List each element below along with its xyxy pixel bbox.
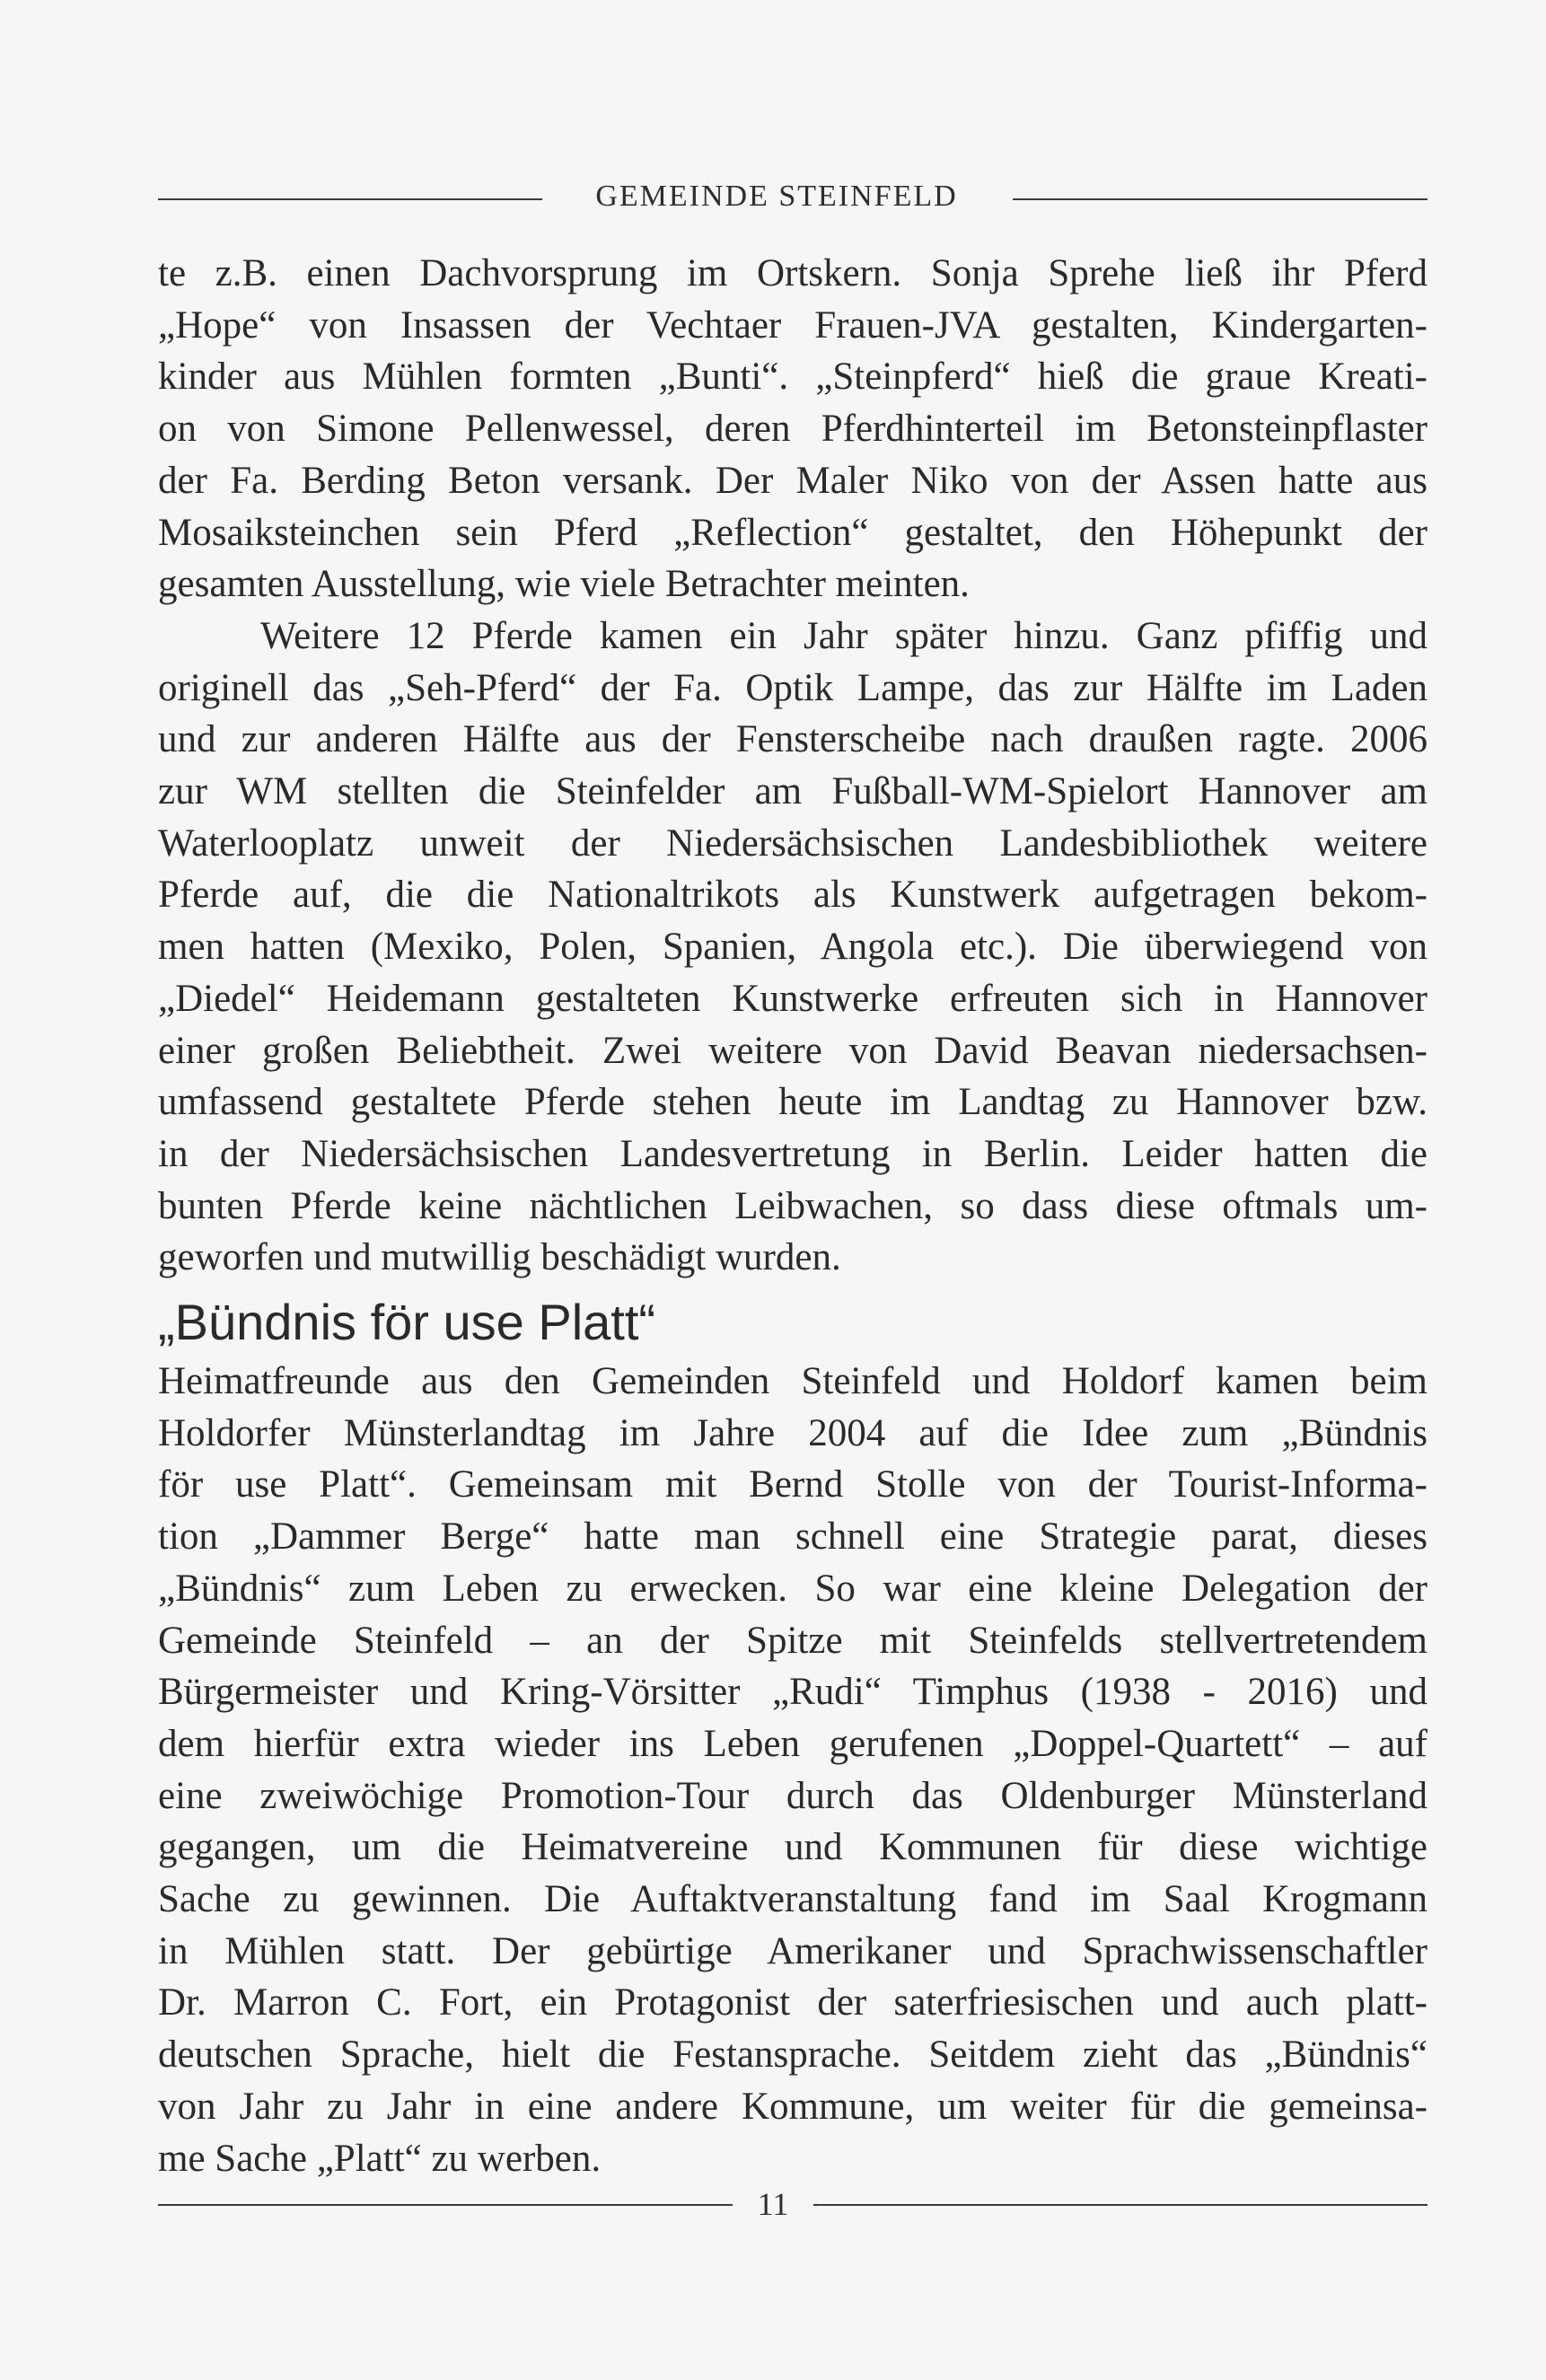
text-line: in der Niedersächsischen Landesvertretung in Berlin. Leider hatten die [158,1132,1427,1175]
text-line: Sache zu gewinnen. Die Auftaktveranstaltung fand im Saal Krogmann [158,1878,1427,1921]
text-line: tion „Dammer Berge“ hatte man schnell eine Strategie parat, dieses [158,1515,1427,1559]
text-line: on von Simone Pellenwessel, deren Pferdhinterteil im Betonsteinpflaster [158,408,1427,451]
text-line: dem hierfür extra wieder ins Leben gerufenen „Doppel-Quartett“ – auf [158,1722,1427,1765]
text-line: Mosaiksteinchen sein Pferd „Reflection“ gestaltet, den Höhepunkt der [158,511,1427,554]
paragraph [158,610,1427,1284]
header-rule-left [158,198,542,200]
text-line: der Fa. Berding Beton versank. Der Maler Niko von der Assen hatte aus [158,459,1427,502]
text-line: gegangen, um die Heimatvereine und Kommunen für diese wichtige [158,1826,1427,1869]
text-line: Weitere 12 Pferde kamen ein Jahr später hinzu. Ganz pfiffig und [260,614,1427,657]
text-line: men hatten (Mexiko, Polen, Spanien, Angola etc.). Die überwiegend von [158,926,1427,969]
text-line: Bürgermeister und Kring-Vörsitter „Rudi“ Timphus (1938 - 2016) und [158,1671,1427,1714]
footer-rule-right [813,2204,1427,2206]
text-line: eine zweiwöchige Promotion-Tour durch das Oldenburger Münsterland [158,1774,1427,1817]
header-rule-right [1013,198,1427,200]
section-body-text [158,1356,1427,2184]
text-line: originell das „Seh-Pferd“ der Fa. Optik Lampe, das zur Hälfte im Laden [158,666,1427,709]
footer-rule-left [158,2204,733,2206]
text-line: Dr. Marron C. Fort, ein Protagonist der saterfriesischen und auch platt- [158,1981,1427,2024]
text-line: umfassend gestaltete Pferde stehen heute im Landtag zu Hannover bzw. [158,1081,1427,1124]
text-line: Gemeinde Steinfeld – an der Spitze mit Steinfelds stellvertretendem [158,1619,1427,1662]
text-line: zur WM stellten die Steinfelder am Fußball-WM-Spielort Hannover am [158,770,1427,813]
text-line: von Jahr zu Jahr in eine andere Kommune, um weiter für die gemeinsa- [158,2085,1427,2128]
text-line: Pferde auf, die die Nationaltrikots als Kunstwerk aufgetragen bekom- [158,874,1427,917]
text-line: „Hope“ von Insassen der Vechtaer Frauen-JVA gestalten, Kindergarten- [158,303,1427,347]
running-header: GEMEINDE STEINFELD [595,180,958,213]
text-line: bunten Pferde keine nächtlichen Leibwachen, so dass diese oftmals um- [158,1184,1427,1227]
section-heading: „Bündnis för use Platt“ [158,1294,656,1350]
text-line: Waterlooplatz unweit der Niedersächsischen Landesbibliothek weitere [158,821,1427,865]
text-line: te z.B. einen Dachvorsprung im Ortskern. Sonja Sprehe ließ ihr Pferd [158,252,1427,294]
text-line: me Sache „Platt“ zu werben. [158,2137,602,2180]
text-line: för use Platt“. Gemeinsam mit Bernd Stolle von der Tourist-Informa- [158,1463,1427,1506]
text-line: deutschen Sprache, hielt die Festansprache. Seitdem zieht das „Bündnis“ [158,2033,1427,2077]
text-line: geworfen und mutwillig beschädigt wurden. [158,1236,841,1279]
text-line: Heimatfreunde aus den Gemeinden Steinfeld und Holdorf kamen beim [158,1360,1427,1402]
text-line: und zur anderen Hälfte aus der Fensterscheibe nach draußen ragte. 2006 [158,718,1427,761]
page-number: 11 [757,2186,789,2222]
text-line: Holdorfer Münsterlandtag im Jahre 2004 auf die Idee zum „Bündnis [158,1411,1427,1454]
text-line: „Diedel“ Heidemann gestalteten Kunstwerke erfreuten sich in Hannover [158,977,1427,1020]
text-line: gesamten Ausstellung, wie viele Betrachter meinten. [158,563,970,606]
text-line: in Mühlen statt. Der gebürtige Amerikaner und Sprachwissenschaftler [158,1929,1427,1972]
text-line: „Bündnis“ zum Leben zu erwecken. So war eine kleine Delegation der [158,1567,1427,1610]
text-line: einer großen Beliebtheit. Zwei weitere von David Beavan niedersachsen- [158,1029,1427,1072]
body-text [158,248,1427,1284]
paragraph [158,248,1427,610]
text-line: kinder aus Mühlen formten „Bunti“. „Steinpferd“ hieß die graue Kreati- [158,356,1427,399]
